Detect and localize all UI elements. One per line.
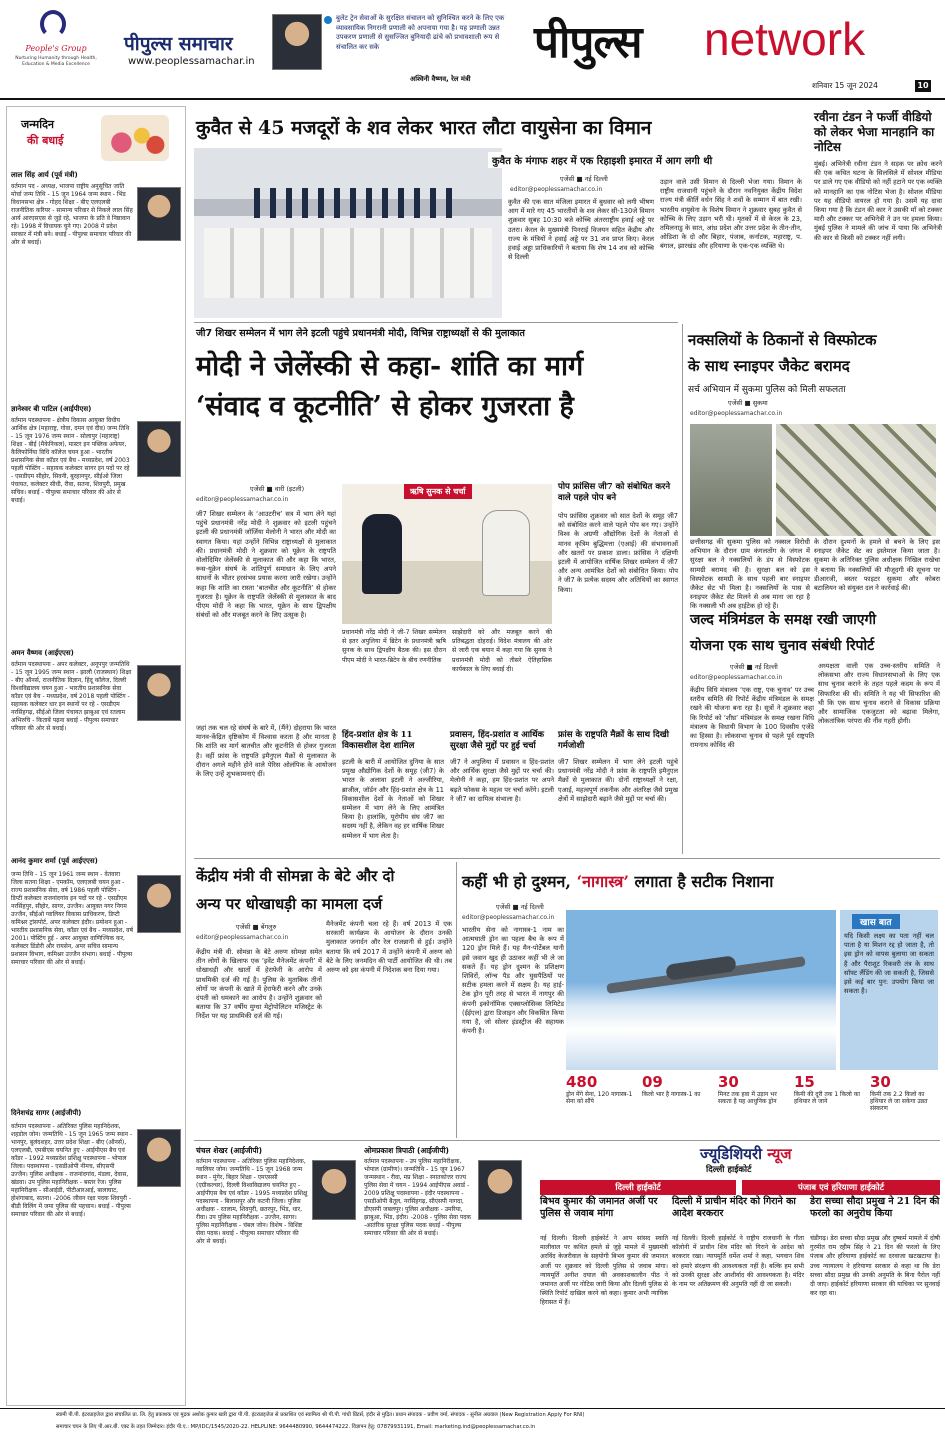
- story4-headline-2: के साथ स्नाइपर जैकेट बरामद: [688, 357, 850, 375]
- birthday-column: [6, 106, 186, 1406]
- story2-photo: [342, 484, 552, 624]
- story5-headline-1: जल्द मंत्रिमंडल के समक्ष रखी जाएगी: [690, 612, 876, 628]
- story1-col1: कुवैत की एक सात मंजिला इमारत में बुधवार को लगी भीषण आग में मारे गए 45 भारतीयों के शव लेकर सी-130जे विमान शुक्रवार सुबह 10:30 बजे कोच्चि अंतरराष्ट्रीय हवाई अड्डे पर उतरा। केरल के मुख्यमंत्री पिनराई विजयन सहित केंद्रीय और राज्य के मंत्रियों ने हवाई अड्डे पर 31 शव प्राप्त किए। केरल हवाई अड्डा प्राधिकारियों ने बताया कि शेष 14 शव को कोच्चि से दिल्ली: [508, 198, 654, 262]
- stat-4-num: 15: [794, 1073, 815, 1091]
- story4-text2: के दौरान दुश्मनों के हमले से बचने के लिए इस स्नाइपर जैकेट सेट का इस्तेमाल किया जाता है। सुकमा के अतिरिक्त पुलिस अधीक्षक निखिल राखेचा ने बताया कि नक्सलियों की मौजूदगी की सूचना पर डीआरजी, बस्तर फाइटर सुकमा और कोबरा बटालियन को संयुक्त दल ने कार्रवाई की।: [814, 538, 940, 593]
- j3-headline: डेरा सच्चा सौदा प्रमुख ने 21 दिन की फरलो का अनुरोध किया: [810, 1196, 940, 1219]
- story4-photo: [690, 424, 772, 536]
- tab-punjab-hc: पंजाब एवं हरियाणा हाईकोर्ट: [742, 1180, 940, 1195]
- network-title-en: network: [704, 13, 866, 65]
- story6-email: editor@peoplessamachar.co.in: [196, 934, 289, 941]
- divider-3: [194, 1140, 940, 1141]
- group-tagline: Nurturing Humanity through Health, Education & Media Excellence: [15, 56, 97, 67]
- masthead-rule: [0, 98, 945, 100]
- quote-attribution: अश्विनी वैष्णव, रेल मंत्री: [410, 75, 471, 83]
- paper-name: पीपुल्स समाचार: [124, 33, 233, 55]
- o1-name: चंचल शेखर (आईजीपी): [196, 1146, 263, 1155]
- minister-quote: बुलेट ट्रेन सेवाओं के सुरक्षित संचालन को सुनिश्चित करने के लिए एक व्यावसायिक निगरानी प्रणाली को अपनाया गया है। यह प्रणाली उन्नत उपकरण प्रणाली से सुसज्जित बुनियादी ढांचे को प्रभावशाली रूप से संचालित कर सके: [336, 14, 505, 51]
- o2-portrait: [478, 1160, 522, 1220]
- stat-4-label: किमी की दूरी तक 1 किलो का हथियार ले जाने: [794, 1091, 860, 1105]
- story1-byline: एजेंसी ■ नई दिल्ली: [560, 175, 608, 183]
- vdivider-2: [456, 862, 457, 1138]
- drone-photo: [566, 910, 836, 1070]
- story2-caption-cont: साझेदारी को और मजबूत करने की प्रतिबद्धता दोहराई। विदेश मंत्रालय की ओर से जारी एक बयान में कहा गया कि सुनक ने प्रधानमंत्री मोदी को तीसरे ऐतिहासिक कार्यकाल के लिए बधाई दी।: [452, 629, 552, 673]
- box1-text: इटली के बारी में आयोजित दुनिया के सात प्रमुख औद्योगिक देशों के समूह (जी7) के भारत के अलावा इटली ने अल्जीरिया, ब्राजील, जॉर्डन और हिंद-प्रशांत क्षेत्र के 11 विकासशील देशों के नेताओं को शिखर सम्मेलन में भाग लेने के लिए आमंत्रित किया है। हालांकि, यूरोपीय संघ जी7 का सदस्य नहीं है, लेकिन वह हर वार्षिक शिखर सम्मेलन में भाग लेता है।: [342, 758, 444, 840]
- j2-headline: दिल्ली में प्राचीन मंदिर को गिराने का आदेश बरकरार: [672, 1196, 796, 1219]
- stat-5: [870, 1072, 938, 1112]
- p5-portrait: [137, 1129, 181, 1187]
- p2-bio: वर्तमान पदस्थापना - क्षेत्रीय विकास आयुक्त विधीय आर्थिक क्षेत्र (महाराष्ट्र, गोवा, दमन एवं दीव) जन्म तिथि - 15 जून 1976 जन्म स्थान - सोलापुर (महाराष्ट्र) शिक्षा - बीई (मैकेनिकल), मास्टर इन पब्लिक अफेयर, कैलिफोर्निया विधि कॉलेज चयन हुआ - भारतीय प्रशासनिक सेवा कॉडर एवं बैच - मध्यप्रदेश, वर्ष 2003 पहली पोस्टिंग - सहायक कलेक्टर सागर इन पदों पर रहे - एसडीएम सीहोर, सिवनी, बुरहानपुर, सीईओ जिला पंचायत, कलेक्टर सीधी, रीवा, सतना, शिवपुरी, प्रमुख सचिव। बधाई - पीपुल्स समाचार परिवार की ओर से बधाई।: [11, 417, 130, 504]
- stat-3-label: मिनट तक हवा में उड़ान भर सकता है यह आधुनिक ड्रोन: [718, 1091, 777, 1105]
- page-number: 10: [915, 80, 931, 92]
- masthead: [0, 0, 945, 100]
- story6-byline: एजेंसी ■ बेंगलुरु: [236, 923, 277, 931]
- stat-2: [642, 1072, 712, 1098]
- story4-subhead: सर्च अभियान में सुकमा पुलिस को मिली सफलता: [688, 385, 846, 395]
- minister-portrait: [272, 14, 322, 70]
- khaas-baat-text: यदि किसी लक्ष्य का पता नहीं चल पाता है या मिशन रद्द हो जाता है, तो इस ड्रोन को वापस बुलाया जा सकता है और पैराशूट रिकवरी तंत्र के साथ सॉफ्ट लैंडिंग की जा सकती है, जिससे इसे कई बार पुन: उपयोग किया जा सकता है।: [844, 932, 934, 996]
- birthday-title-top: जन्मदिन: [21, 118, 55, 131]
- p2-name: ज्ञानेश्वर बी पाटिल (आईपीएस): [11, 405, 92, 413]
- story2-headline-2: ‘संवाद व कूटनीति’ से होकर गुजरता है: [196, 391, 574, 422]
- p5-name: दिनेशचंद्र सागर (आईजीपी): [11, 1109, 82, 1117]
- footer-rule: [0, 1408, 945, 1409]
- story2-kicker: जी7 शिखर सम्मेलन में भाग लेने इटली पहुंचे प्रधानमंत्री मोदी, विभिन्न राष्ट्राध्यक्षों से की मुलाकात: [196, 328, 525, 339]
- stat-2-label: किलो भार है नागास्त्र-1 का: [642, 1091, 701, 1098]
- stat-3-num: 30: [718, 1073, 739, 1091]
- peoples-group-logo: [40, 10, 66, 38]
- story7-email: editor@peoplessamachar.co.in: [462, 914, 555, 921]
- story6-headline-2: अन्य पर धोखाधड़ी का मामला दर्ज: [196, 895, 383, 913]
- stat-1-label: ड्रोन मेंगे सेना, 120 नागास्त्र-1 सेना को सौंपे: [566, 1091, 633, 1105]
- tab-delhi-hc: दिल्ली हाईकोर्ट: [540, 1180, 736, 1195]
- story4-photo2: [776, 424, 936, 536]
- story4-byline: एजेंसी ■ सुकमा: [728, 399, 768, 407]
- story6-col2: मैनेजमेंट कंपनी चला रहे हैं। वर्ष 2013 में एक सरकारी कार्यक्रम के आयोजन के दौरान उनकी मुलाकात जनार्दन और रेल राजन्नानी से हुई। उन्होंने बताया कि वर्ष 2017 में उन्होंने कंपनी में अरुण को बेटे के लिए जनमदिन की पार्टी आयोजित की थी। तब अरुण को इस कंपनी में निदेशक बना दिया गया।: [326, 920, 452, 975]
- story2-col1b: जहां तक चल रहे संघर्ष के बारे में, (मैंने) दोहराया कि भारत मानव-केंद्रित दृष्टिकोण में विश्वास करता है और मानता है कि शांति का मार्ग बातचीत और कूटनीति से होकर गुजरता है। वहीं फ्रांस के राष्ट्रपति इमैनुएल मैक्रों से मुलाकात के दौरान अगले महीने होने वाले पेरिस ओलंपिक के आयोजन के लिए उन्हें शुभकामनाएं दीं।: [196, 724, 336, 779]
- khaas-baat-title: खास बात: [852, 914, 900, 929]
- pope-text: पोप फ्रांसिस शुक्रवार को सात देशों के समूह जी7 को संबोधित करने वाले पहले पोप बन गए। उन्होंने विश्व के अग्रणी औद्योगिक देशों के नेताओं से मानव कृत्रिम बुद्धिमत्ता (एआई) की संभावनाओं और खतरों पर प्रकाश डाला। फ्रांसिस ने दक्षिणी इटली में आयोजित वार्षिक शिखर सम्मेलन में जी7 और अन्य आमंत्रित देशों को संबोधित किया। पोप ने जी7 के प्रत्येक सदस्य और अतिथियों का स्वागत किया।: [558, 512, 678, 594]
- story5-byline: एजेंसी ■ नई दिल्ली: [730, 663, 778, 671]
- judiciary-title-a: ज्यूडिशियरी: [700, 1145, 768, 1163]
- story2-photo-tag: ऋषि सुनक से चर्चा: [404, 484, 472, 499]
- story4-headline-1: नक्सलियों के ठिकानों से विस्फोटक: [688, 331, 877, 349]
- story7-col1: भारतीय सेना को नागास्त्र-1 नाम का आत्मघाती ड्रोन का पहला बैच के रूप में 120 ड्रोन मिले हैं। यह मैन-पोर्टेबल यानी इसे जवान खुद ही उठाकर कहीं भी ले जा सकते हैं। यह ड्रोन दुश्मन के प्रशिक्षण शिविरों, लॉन्च पैड और घुसपैठियों पर सटीक हमला करने में सक्षम है। यह हाई-टेक ड्रोन पूरी तरह से भारत में नागपुर की कंपनी इकोनॉमिक एक्सप्लोसिव्स लिमिटेड (ईईएल) द्वारा डिजाइन और विकसित किया गया है, जो सोलर इंडस्ट्रीज की सहायक कंपनी है।: [462, 926, 564, 1036]
- vdivider-center: [682, 324, 683, 854]
- p3-portrait: [137, 665, 181, 721]
- story1-subhead: कुवैत के मंगाफ शहर में एक रिहाइशी इमारत में आग लगी थी: [488, 152, 806, 168]
- p3-name: अमन वैष्णव (आईएएस): [11, 649, 74, 657]
- p4-portrait: [137, 875, 181, 933]
- stats-row: [566, 1072, 938, 1136]
- cake-icon: [101, 115, 169, 161]
- story7-headline: [462, 870, 773, 892]
- stat-3: [718, 1072, 788, 1105]
- website: www.peoplessamachar.in: [128, 56, 255, 67]
- story3-headline: रवीना टंडन ने फर्जी वीडियो को लेकर भेजा मानहानि का नोटिस: [814, 110, 935, 154]
- story2-email: editor@peoplessamachar.co.in: [196, 496, 289, 503]
- story5-col1: केंद्रीय विधि मंत्रालय ‘एक राष्ट्र, एक चुनाव’ पर उच्च स्तरीय समिति की रिपोर्ट केंद्रीय मंत्रिमंडल के समक्ष रखने की योजना बना रहा है। सूत्रों ने शुक्रवार कहा कि रिपोर्ट को ‘शीघ्र’ मंत्रिमंडल के समक्ष रखना विधि मंत्रालय के विधायी विभाग के 100 दिवसीय एजेंडे का हिस्सा है। लोकसभा चुनाव से पहले पूर्व राष्ट्रपति रामनाथ कोविंद की: [690, 686, 814, 750]
- box2-text: जी7 ने अपुलिया में प्रवासन व हिंद-प्रशांत और आर्थिक सुरक्षा जैसे मुद्दों पर चर्चा की। मेलोनी ने कहा, हम हिंद-प्रशांत पर अपने बढ़ते फोकस के महत्व पर चर्चा करेंगे। इटली ने जी7 का दायित्व संभाला है।: [450, 758, 554, 803]
- box3-headline: फ्रांस के राष्ट्रपति मैक्रों के साथ दिखी गर्मजोशी: [558, 730, 669, 751]
- story6-headline-1: केंद्रीय मंत्री वी सोमन्ना के बेटे और दो: [196, 867, 395, 885]
- network-title-hindi: पीपुल्स: [534, 17, 642, 68]
- story5-email: editor@peoplessamachar.co.in: [690, 674, 783, 681]
- p1-bio: वर्तमान पद - अध्यक्ष, भाजपा राष्ट्रीय अनुसूचित जाति मोर्चा जन्म तिथि - 15 जून 1964 जन्म स्थान - भिंड विधानसभा क्षेत्र - गोहद शिक्षा - बीए एलएलबी राजनीतिक करियर - सामान्य परिवार से निकले लाल सिंह आर्य आरएसएस से जुड़े रहे, भाजपा के प्रति वे निष्ठावान रहे। 1998 में विधायक चुने गए। 2008 में प्रदेश सरकार में मंत्री बने। बधाई - पीपुल्स समाचार परिवार की ओर से बधाई।: [11, 183, 133, 246]
- story7-headline-c: लगाता है सटीक निशाना: [628, 872, 774, 891]
- story2-headline-1: मोदी ने जेलेंस्की से कहा- शांति का मार्ग: [196, 351, 584, 382]
- o2-bio: वर्तमान पदस्थापना - उप पुलिस महानिरीक्षक, भोपाल (ग्रामीण)। जन्मतिथि - 15 जून 1967 जन्मस्थान - रीवा, मप्र शिक्षा - स्नातकोत्तर राज्य पुलिस सेवा में चयन - 1994 आईपीएस अवार्ड - 2009 प्रशिक्षु पदस्थापना - इंदौर पदस्थापना - एसडीओपी बैतूल, नरसिंहगढ़, सीएसपी नागदा, डीएसपी जबलपुर। पुलिस अधीक्षक - उमरिया, झाबुआ, भिंड, इंदौर। -2008 - पुलिस सेवा पदक -आतंरिक सुरक्षा पुलिस पदक बधाई - पीपुल्स समाचार परिवार की ओर से बधाई।: [364, 1158, 472, 1237]
- judiciary-subtitle: दिल्ली हाईकोर्ट: [706, 1165, 752, 1175]
- box3-text: जी7 शिखर सम्मेलन में भाग लेने इटली पहुंचे प्रधानमंत्री नरेंद्र मोदी ने फ्रांस के राष्ट्रपति इमैनुएल मैक्रों से मुलाकात की। दोनों राष्ट्राध्यक्षों ने रक्षा, एआई, महत्वपूर्ण तकनीक और अंतरिक्ष जैसे प्रमुख क्षेत्रों में साझेदारी बढ़ाने जैसे मुद्दों पर चर्चा की।: [558, 758, 678, 803]
- j3-text: चंडीगढ़। डेरा सच्चा सौदा प्रमुख और दुष्कर्म मामले में दोषी गुरमीत राम रहीम सिंह ने 21 दिन की फरलो के लिए पंजाब और हरियाणा हाईकोर्ट का दरवाजा खटखटाया है। उच्च न्यायालय ने हरियाणा सरकार से कहा था कि डेरा सच्चा सौदा प्रमुख की उनकी अनुमति के बिना पैरोल नहीं दी जाए। हाईकोर्ट हरियाणा सरकार की याचिका पर सुनवाई कर रहा था।: [810, 1235, 940, 1298]
- p4-bio: जन्म तिथि - 15 जून 1961 जन्म स्थान - वेतवारा जिला सतना शिक्षा - एमकॉम, एलएलबी चयन हुआ - राज्य प्रशासनिक सेवा, वर्ष 1986 पहली पोस्टिंग - डिप्टी कलेक्टर राजनांदगांव इन पदों पर रहे - एसडीएम नरसिंहपुर, सीहोर, सागर, उज्जैन। आयुक्त नगर निगम उज्जैन, सीईओ ग्वालियर विकास प्राधिकरण, डिप्टी कमिश्नर ट्रांसपोर्ट, अपर कलेक्टर इंदौर। प्रमोशन हुआ - भारतीय प्रशासनिक सेवा, कॉडर एवं बैच - मध्यप्रदेश, वर्ष 2001। पोस्टिंग हुई - अपर आयुक्त वाणिज्यिक कर, कलेक्टर डिंडोरी और रायसेन, अपर सचिव सामान्य प्रशासन विभाग, कमिश्नर उज्जैन संभाग। बधाई - पीपुल्स समाचार परिवार की ओर से बधाई।: [11, 871, 133, 966]
- birthday-title-bottom: की बधाई: [27, 134, 64, 147]
- stat-4: [794, 1072, 864, 1105]
- judiciary-title-b: न्यूज: [767, 1145, 792, 1163]
- story7-byline: एजेंसी ■ नई दिल्ली: [496, 903, 544, 911]
- issue-date: शनिवार 15 जून 2024: [812, 81, 878, 90]
- o1-portrait: [312, 1160, 356, 1220]
- divider-1: [194, 322, 678, 323]
- p1-portrait: [137, 187, 181, 241]
- story1-headline: कुवैत से 45 मजदूरों के शव लेकर भारत लौटा वायुसेना का विमान: [196, 117, 652, 139]
- judiciary-title: [700, 1144, 791, 1164]
- j1-headline: बिभव कुमार की जमानत अर्जी पर पुलिस से जवाब मांगा: [540, 1196, 658, 1219]
- box1-headline: हिंद-प्रशांत क्षेत्र के 11 विकासशील देश शामिल: [342, 730, 415, 751]
- stat-1-num: 480: [566, 1073, 598, 1091]
- j1-text: नई दिल्ली। दिल्ली हाईकोर्ट ने आप सांसद स्वाति मालीवाल पर कथित हमले से जुड़े मामले में मुख्यमंत्री अरविंद केजरीवाल के सहयोगी बिभव कुमार की जमानत अर्जी पर शुक्रवार को दिल्ली पुलिस से जवाब मांगा। न्यायमूर्ति अनीश दयाल की अवकाशकालीन पीठ ने जमानत अर्जी पर नोटिस जारी किया और दिल्ली पुलिस से स्थिति रिपोर्ट दाखिल करने को कहा। कुमार अभी न्यायिक हिरासत में हैं।: [540, 1235, 668, 1307]
- story7-headline-b: ‘नागास्त्र’: [576, 872, 629, 891]
- p2-portrait: [137, 421, 181, 477]
- footer-line-2: समाचार चयन के लिए पी.आर.बी. एक्ट के तहत जिम्मेदार। इंदौर पी.ए.: MP/IDC/1545/2020-22. HELPLINE: 9644480990, 9644474222. विज्ञापन हेतु: 07879931191, Email: marketing.ind@peoplessamachar.co.in: [56, 1424, 536, 1430]
- story2-col1: जी7 शिखर सम्मेलन के ‘आउटरीच’ सत्र में भाग लेने यहां पहुंचे प्रधानमंत्री नरेंद्र मोदी ने शुक्रवार को इटली पहुंचने इटली की प्रधानमंत्री जॉर्जिया मेलोनी ने भारत और मोदी का स्वागत किया। यहां उन्होंने विभिन्न राष्ट्राध्यक्षों से मुलाकात की। प्रधानमंत्री मोदी ने शुक्रवार को यूक्रेन के राष्ट्रपति वोलोदिमिर जेलेंस्की से मुलाकात की और कहा कि भारत, रूस-यूक्रेन संघर्ष के शांतिपूर्ण समाधान के लिए अपने साधनों के भीतर हरसंभव प्रयास करना जारी रखेगा। उन्होंने कहा कि शांति का रास्ता ‘बातचीत और कूटनीति’ से होकर गुजरता है। यूक्रेन के राष्ट्रपति जेलेंस्की से मुलाकात के बाद पीएम मोदी ने कहा कि भारत, यूक्रेन के साथ द्विपक्षीय संबंधों को और मजबूत करने के लिए उत्सुक है।: [196, 510, 336, 620]
- p4-name: आनंद कुमार शर्मा (पूर्व आईएएस): [11, 857, 98, 865]
- o2-name: ओमप्रकाश त्रिपाठी (आईजीपी): [364, 1146, 449, 1155]
- o1-bio: वर्तमान पदस्थापना - अतिरिक्त पुलिस महानिदेशक, ग्वालियर जोन। जन्मतिथि - 15 जून 1968 जन्म स्थान - मुंगेर, बिहार शिक्षा - एमएससी (एग्रीकल्चर), दिल्ली विश्वविद्यालय चयनित हुए - आईपीएस बैच एवं कॉडर - 1995 मध्यप्रदेश प्रशिक्षु पदस्थापना - बिलासपुर और कटनी जिला। पुलिस अधीक्षक - रतलाम, शिवपुरी, छतरपुर, भिंड, धार, रीवा। उप पुलिस महानिरीक्षक - उज्जैन, सागर। पुलिस महानिरीक्षक - चंबल जोन। विशेष - विशिष्ट सेवा पदक। बधाई - पीपुल्स समाचार परिवार की ओर से बधाई।: [196, 1158, 308, 1245]
- story2-caption: प्रधानमंत्री नरेंद्र मोदी ने जी-7 शिखर सम्मेलन से इतर अपुलिया में ब्रिटेन के प्रधानमंत्री ऋषि सुनक के साथ द्विपक्षीय बैठक की। इस दौरान पीएम मोदी ने भारत-ब्रिटेन के बीच रणनीतिक: [342, 629, 446, 664]
- story5-col2: अध्यक्षता वाली एक उच्च-स्तरीय समिति ने लोकसभा और राज्य विधानसभाओं के लिए एक साथ चुनाव कराने के तहत पहले कदम के रूप में सिफारिश की थी। समिति ने यह भी सिफारिश की थी कि एक साथ चुनाव कराने से विकास प्रक्रिया और सामाजिक एकजुटता को बढ़ावा मिलेगा, लोकतांत्रिक परंपरा की नींव गहरी होगी।: [818, 662, 940, 726]
- p5-bio: वर्तमान पदस्थापना - अतिरिक्त पुलिस महानिदेशक, शहडोल जोन। जन्मतिथि - 15 जून 1965 जन्म स्थान - भानपुर, बुलंदशहर, उत्तर प्रदेश शिक्षा - बीए (ऑनर्स), एलएलबी, एमबीएस चयनित हुए - आईपीएस बैच एवं कॉडर - 1992 मध्यप्रदेश प्रशिक्षु पदस्थापना - भोपाल जिला। पदस्थापना - एसडीओपी नीमच, सीएसपी उज्जैन। पुलिस अधीक्षक - राजनांदगांव, मंडला, देवास, खंडवा। उप पुलिस महानिरीक्षक - बस्तर रेंज। पुलिस महानिरीक्षक - सीआईडी, पीटीआरआई, बालाघाट, होशंगाबाद, सतना। -2006 जीवन रक्षा पदक शिवपुरी - बीडी विलिंग में जमा पुलिस की पहचान। बधाई - पीपुल्स समाचार परिवार की ओर से बधाई।: [11, 1123, 133, 1218]
- story1-email: editor@peoplessamachar.co.in: [510, 186, 603, 193]
- story1-col2: उड़ान वाले उसी विमान से दिल्ली भेजा गया। विमान के राष्ट्रीय राजधानी पहुंचने के दौरान नवनियुक्त केंद्रीय विदेश राज्य मंत्री कीर्ति वर्धन सिंह ने शवों के सम्मान में बात रखी। भारतीय वायुसेना के विशेष विमान ने शुक्रवार सुबह कुवैत से कोच्चि के लिए उड़ान भरी थी। मृतकों में से केरल के 23, तमिलनाडु के सात, आंध्र प्रदेश और उत्तर प्रदेश के तीन-तीन, ओडिशा के दो और बिहार, पंजाब, कर्नाटक, महाराष्ट्र, प. बंगाल, झारखंड और हरियाणा के एक-एक व्यक्ति थे।: [660, 178, 802, 251]
- box2-headline: प्रवासन, हिंद-प्रशांत व आर्थिक सुरक्षा जैसे मुद्दों पर हुई चर्चा: [450, 730, 545, 751]
- p1-name: लाल सिंह आर्य (पूर्व मंत्री): [11, 171, 78, 179]
- story4-email: editor@peoplessamachar.co.in: [690, 410, 783, 417]
- quote-icon: [324, 16, 332, 24]
- story6-col1: केंद्रीय मंत्री वी. सोमन्ना के बेटे अरुण सोमन्ना समेत तीन लोगों के खिलाफ एक ‘इवेंट मैनेजमेंट कंपनी’ में धोखाधड़ी और खातों में हेराफेरी के आरोप में प्राथमिकी दर्ज की गई है। पुलिस के मुताबिक तीनों लोगों पर कंपनी के खाते में हेराफेरी करने और उनके दंपती को धमकाने का आरोप है। उन्होंने शुक्रवार को बताया कि 37 वर्षीय मुग्धा मेट्रोपोलिटन मजिस्ट्रेट के निर्देश पर यह प्राथमिकी दर्ज की गई।: [196, 948, 322, 1021]
- stat-5-label: किमी तक 2.2 किलो का हथियार ले जा सकेगा उन्नत संस्करण: [870, 1091, 928, 1112]
- footer-line-1: स्वामी पी.पी. इंटरप्राइजेज द्वारा संचालित प्रा. लि. हेतु प्रकाशक एवं मुद्रक अशोक कुमार खत्री द्वारा पी.पी. इंटरप्राइजेज से प्रकाशित एवं स्वामित्व श्री पी.पी. गांधी प्रिंटर्स, इंदौर से मुद्रित। प्रधान संपादक - प्रवीण वर्मा, संपादक - सुनील अग्रवाल (New Registration Apply For RNI): [56, 1412, 585, 1418]
- j2-text: नई दिल्ली। दिल्ली हाईकोर्ट ने राष्ट्रीय राजधानी के गीता कॉलोनी में प्राचीन शिव मंदिर को गिराने के आदेश को बरकरार रखा। न्यायमूर्ति धर्मेश शर्मा ने कहा, भगवान शिव को हमारे संरक्षण की आवश्यकता नहीं है। बल्कि हम सभी को उनकी सुरक्षा और आशीर्वाद की आवश्यकता है। मंदिर के नाम पर अतिक्रमण की अनुमति नहीं दी जा सकती।: [672, 1235, 804, 1289]
- stat-1: [566, 1072, 636, 1105]
- stat-5-num: 30: [870, 1073, 891, 1091]
- story2-byline: एजेंसी ■ वारी (इटली): [250, 485, 305, 493]
- story1-photo: [194, 148, 502, 318]
- group-name: People's Group: [25, 44, 87, 53]
- story7-headline-a: कहीं भी हो दुश्मन,: [462, 872, 577, 891]
- story4-text-main: छत्तीसगढ़ की सुकमा पुलिस को नक्सल विरोधी अभियान के दौरान ग्राम कंगलतोंग के जंगल में सुरक्षा बल ने नक्सलियों के डंप से विस्फोटक सामग्री बरामद की है। सुरक्षा बल को इस विस्फोटक सामग्री के साथ पहली बार स्नाइपर जैकेट सेट भी मिला है। नक्सलियों के पास से स्नाइपर जैकेट सेट मिलने से अब माना जा रहा है कि नक्सली भी अब हाईटेक हो रहे हैं।: [690, 538, 810, 611]
- p3-bio: वर्तमान पदस्थापना - अपर कलेक्टर, अनूपपुर जन्मतिथि - 15 जून 1995 जन्म स्थान - झालौ (राजस्थान) शिक्षा - बीए ऑनर्स, राजनीतिक विज्ञान, हिंदू कॉलेज, दिल्ली विश्वविद्यालय चयन हुआ - भारतीय प्रशासनिक सेवा कॉडर एवं बैच - मध्यप्रदेश, वर्ष 2018 पहली पोस्टिंग - सहायक कलेक्टर धार इन स्थानों पर रहे - एसडीएम नरसिंहगढ़, सीईओ जिला पंचायत झाबुआ एवं रतलाम अभिरुचि - किताबें पढ़ना बधाई - पीपुल्स समाचार परिवार की ओर से बधाई।: [11, 661, 132, 732]
- story5-headline-2: योजना एक साथ चुनाव संबंधी रिपोर्ट: [690, 638, 875, 654]
- pope-headline: पोप फ्रांसिस जी7 को संबोधित करने वाले पहले पोप बने: [558, 482, 671, 503]
- stat-2-num: 09: [642, 1073, 663, 1091]
- story3-text: मुंबई। अभिनेत्री रवीना टंडन ने सड़क पर क्रोध करने की एक कथित घटना के सिलसिले में सोशल मीडिया पर डाले गए एक वीडियो को नहीं हटाने पर एक व्यक्ति को मानहानि का एक नोटिस भेजा है। सोशल मीडिया पर यह वीडियो वायरल हो गया है। उसमें यह दावा किया गया है कि टंडन की कार ने उसकी माँ को टक्कर मारी और टक्कर पर अभिनेत्री ने उन पर हमला किया। मुंबई पुलिस ने मामले की जांच में पाया कि अभिनेत्री की कार से किसी को टक्कर नहीं लगी।: [814, 160, 942, 242]
- divider-2: [194, 858, 940, 859]
